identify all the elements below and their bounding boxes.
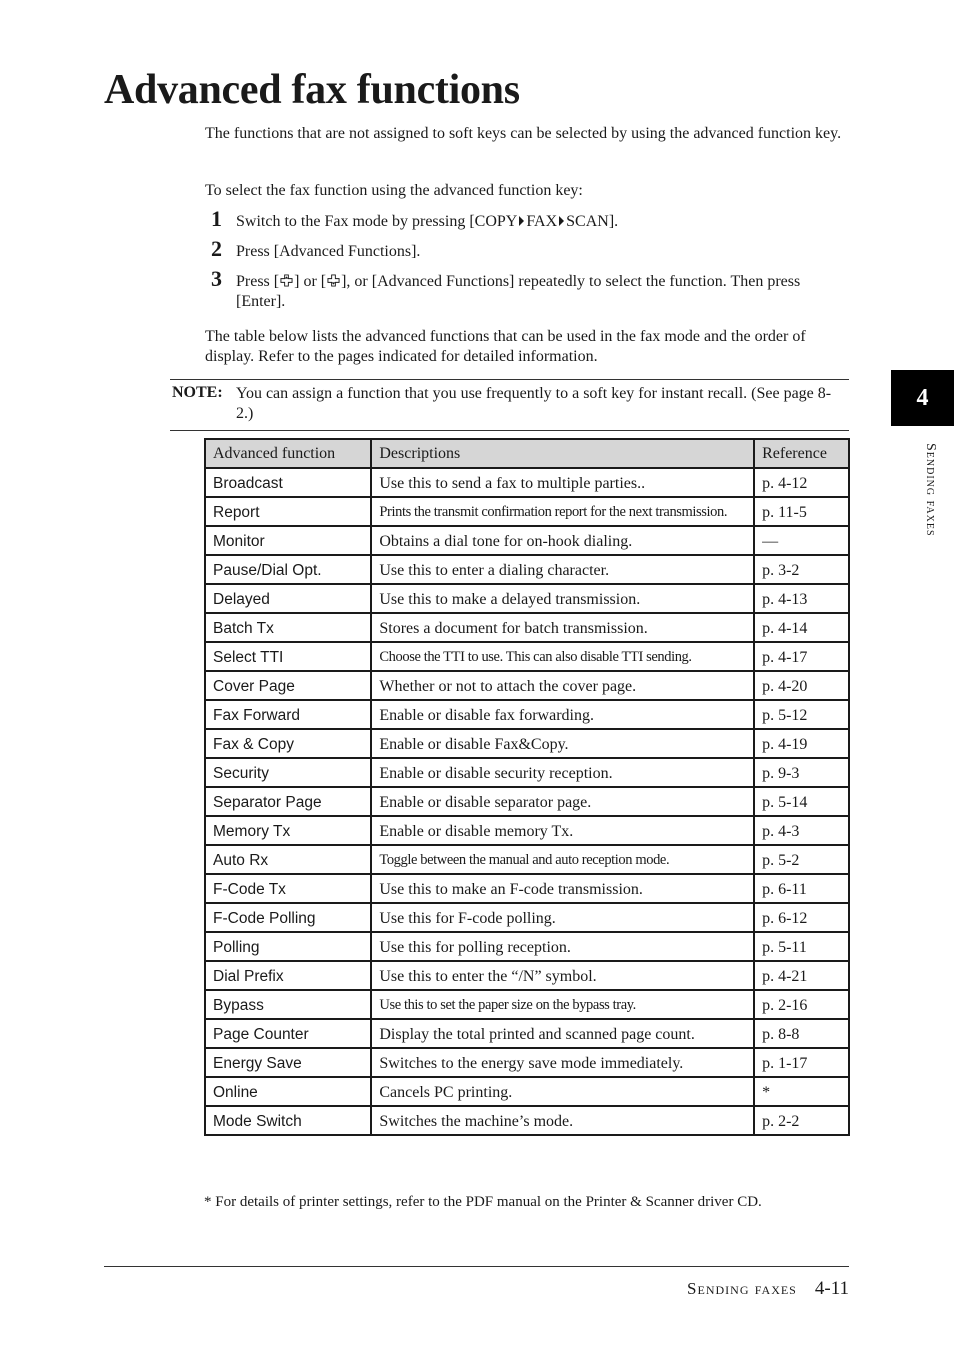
function-name-cell: Mode Switch xyxy=(205,1106,371,1135)
table-row xyxy=(205,1077,849,1106)
function-name-cell: F-Code Tx xyxy=(205,874,371,903)
note-top-rule xyxy=(170,379,849,380)
function-name-cell: Dial Prefix xyxy=(205,961,371,990)
step-text: Press [Advanced Functions]. xyxy=(236,243,421,260)
description-cell: Prints the transmit confirmation report for the next transmission. xyxy=(371,497,754,526)
reference-cell: p. 6-11 xyxy=(754,874,849,903)
table-row xyxy=(205,1048,849,1077)
page-title: Advanced fax functions xyxy=(104,67,520,113)
reference-cell: p. 1-17 xyxy=(754,1048,849,1077)
table-row xyxy=(205,874,849,903)
cursor-key-up-icon xyxy=(280,274,293,287)
table-row xyxy=(205,758,849,787)
table-row xyxy=(205,613,849,642)
table-row xyxy=(205,961,849,990)
description-cell: Enable or disable Fax&Copy. xyxy=(371,729,754,758)
function-name-cell: Polling xyxy=(205,932,371,961)
description-cell: Use this to make a delayed transmission. xyxy=(371,584,754,613)
table-row xyxy=(205,555,849,584)
step-3-text-c: ], or [Advanced Functions] repeatedly to select the function. Then press [Enter]. xyxy=(236,273,801,310)
reference-cell: p. 4-19 xyxy=(754,729,849,758)
description-cell: Choose the TTI to use. This can also disable TTI sending. xyxy=(371,642,754,671)
description-cell: Enable or disable security reception. xyxy=(371,758,754,787)
table-row xyxy=(205,700,849,729)
note-bottom-rule xyxy=(170,430,849,431)
function-name-cell: Separator Page xyxy=(205,787,371,816)
step-3-text-b: ] or [ xyxy=(294,273,327,290)
step-text xyxy=(236,272,826,312)
reference-cell: p. 8-8 xyxy=(754,1019,849,1048)
table-row xyxy=(205,932,849,961)
table-row xyxy=(205,903,849,932)
description-cell: Stores a document for batch transmission. xyxy=(371,613,754,642)
step-text xyxy=(236,212,826,232)
description-cell: Use this to make an F-code transmission. xyxy=(371,874,754,903)
reference-cell: p. 2-2 xyxy=(754,1106,849,1135)
chapter-side-label: Sending faxes xyxy=(923,443,938,537)
footer-rule xyxy=(104,1266,849,1267)
function-name-cell: Cover Page xyxy=(205,671,371,700)
function-name-cell: Pause/Dial Opt. xyxy=(205,555,371,584)
reference-cell: p. 4-13 xyxy=(754,584,849,613)
footnote: * For details of printer settings, refer to the PDF manual on the Printer & Scanner driver CD. xyxy=(204,1194,762,1210)
step-3-text-a: Press [ xyxy=(236,273,280,290)
arrow-right-icon xyxy=(519,216,524,226)
function-name-cell: Monitor xyxy=(205,526,371,555)
function-name-cell: Auto Rx xyxy=(205,845,371,874)
description-cell: Obtains a dial tone for on-hook dialing. xyxy=(371,526,754,555)
description-cell: Use this to send a fax to multiple parties.. xyxy=(371,468,754,497)
function-name-cell: Select TTI xyxy=(205,642,371,671)
step-number: 3 xyxy=(211,266,222,291)
reference-cell: p. 3-2 xyxy=(754,555,849,584)
description-cell: Use this to enter the “/N” symbol. xyxy=(371,961,754,990)
reference-cell: p. 4-3 xyxy=(754,816,849,845)
reference-cell: p. 4-14 xyxy=(754,613,849,642)
table-row xyxy=(205,497,849,526)
table-header-row xyxy=(205,439,849,468)
header-reference: Reference xyxy=(754,439,849,468)
table-row xyxy=(205,990,849,1019)
step-1-text-a: Switch to the Fax mode by pressing [COPY xyxy=(236,213,518,230)
table-row xyxy=(205,787,849,816)
table-row xyxy=(205,584,849,613)
function-name-cell: Fax Forward xyxy=(205,700,371,729)
table-row xyxy=(205,816,849,845)
function-name-cell: Bypass xyxy=(205,990,371,1019)
step-number: 2 xyxy=(211,236,222,261)
description-cell: Use this to set the paper size on the bypass tray. xyxy=(371,990,754,1019)
reference-cell: p. 4-21 xyxy=(754,961,849,990)
reference-cell: p. 4-17 xyxy=(754,642,849,671)
function-name-cell: F-Code Polling xyxy=(205,903,371,932)
function-name-cell: Online xyxy=(205,1077,371,1106)
function-name-cell: Energy Save xyxy=(205,1048,371,1077)
table-row xyxy=(205,1019,849,1048)
table-row xyxy=(205,1106,849,1135)
note-label: NOTE: xyxy=(172,384,223,401)
table-row xyxy=(205,729,849,758)
step-number: 1 xyxy=(211,206,222,231)
advanced-functions-table xyxy=(204,438,850,1136)
function-name-cell: Page Counter xyxy=(205,1019,371,1048)
chapter-tab: 4 xyxy=(891,370,954,426)
note-text: You can assign a function that you use frequently to a soft key for instant recall. (See page 8-2.) xyxy=(236,385,832,422)
reference-cell: * xyxy=(754,1077,849,1106)
table-row xyxy=(205,845,849,874)
function-name-cell: Memory Tx xyxy=(205,816,371,845)
description-cell: Whether or not to attach the cover page. xyxy=(371,671,754,700)
table-intro-paragraph: The table below lists the advanced functions that can be used in the fax mode and the order of display. Refer to the pages indicated for detailed information. xyxy=(205,328,806,365)
step-1-text-c: SCAN]. xyxy=(566,213,619,230)
description-cell: Use this to enter a dialing character. xyxy=(371,555,754,584)
step-1-text-b: FAX xyxy=(526,213,558,230)
description-cell: Enable or disable separator page. xyxy=(371,787,754,816)
footer-page-number: 4-11 xyxy=(814,1278,849,1299)
table-body xyxy=(205,468,849,1135)
function-name-cell: Broadcast xyxy=(205,468,371,497)
table-row xyxy=(205,468,849,497)
function-name-cell: Fax & Copy xyxy=(205,729,371,758)
description-cell: Switches the machine’s mode. xyxy=(371,1106,754,1135)
table-row xyxy=(205,642,849,671)
reference-cell: p. 11-5 xyxy=(754,497,849,526)
function-name-cell: Security xyxy=(205,758,371,787)
description-cell: Switches to the energy save mode immediately. xyxy=(371,1048,754,1077)
cursor-key-down-icon xyxy=(327,274,340,287)
table-row xyxy=(205,671,849,700)
reference-cell: p. 5-14 xyxy=(754,787,849,816)
page-footer xyxy=(687,1278,849,1300)
reference-cell: p. 4-12 xyxy=(754,468,849,497)
description-cell: Toggle between the manual and auto reception mode. xyxy=(371,845,754,874)
reference-cell: p. 9-3 xyxy=(754,758,849,787)
function-name-cell: Batch Tx xyxy=(205,613,371,642)
reference-cell: p. 5-12 xyxy=(754,700,849,729)
select-instruction: To select the fax function using the advanced function key: xyxy=(205,182,583,199)
description-cell: Use this for F-code polling. xyxy=(371,903,754,932)
arrow-right-icon xyxy=(559,216,564,226)
reference-cell: p. 4-20 xyxy=(754,671,849,700)
description-cell: Enable or disable memory Tx. xyxy=(371,816,754,845)
description-cell: Display the total printed and scanned page count. xyxy=(371,1019,754,1048)
reference-cell: p. 5-2 xyxy=(754,845,849,874)
table-row xyxy=(205,526,849,555)
reference-cell: p. 2-16 xyxy=(754,990,849,1019)
header-descriptions: Descriptions xyxy=(371,439,754,468)
intro-paragraph: The functions that are not assigned to soft keys can be selected by using the advanced function key. xyxy=(205,125,842,142)
function-name-cell: Report xyxy=(205,497,371,526)
reference-cell: — xyxy=(754,526,849,555)
description-cell: Enable or disable fax forwarding. xyxy=(371,700,754,729)
function-name-cell: Delayed xyxy=(205,584,371,613)
reference-cell: p. 6-12 xyxy=(754,903,849,932)
header-advanced-function: Advanced function xyxy=(205,439,371,468)
description-cell: Cancels PC printing. xyxy=(371,1077,754,1106)
description-cell: Use this for polling reception. xyxy=(371,932,754,961)
reference-cell: p. 5-11 xyxy=(754,932,849,961)
footer-section-name: Sending faxes xyxy=(687,1279,797,1298)
